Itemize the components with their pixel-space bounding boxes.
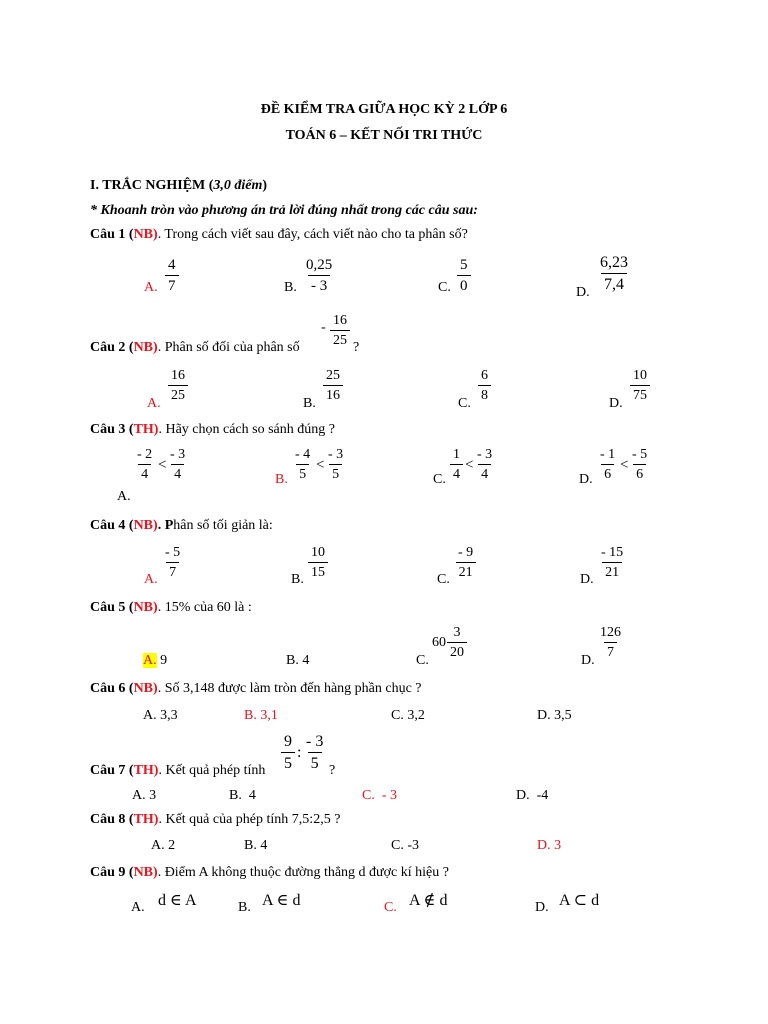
division-sign: : xyxy=(297,744,302,761)
less-than-sign: < xyxy=(158,457,167,473)
q5-option-c-letter: C. xyxy=(416,653,429,668)
q7-option-a-letter: A. xyxy=(132,788,146,803)
q4-text: hân số tối giản là: xyxy=(173,518,273,533)
q6-text: . Số 3,148 được làm tròn đến hàng phần chục ? xyxy=(157,681,422,696)
q1-option-a-fraction xyxy=(165,258,179,294)
q6-option-d xyxy=(537,709,572,723)
fraction-numerator: - 2 xyxy=(137,447,153,462)
q6-option-a-value: 3,3 xyxy=(160,708,178,723)
fraction-numerator: - 3 xyxy=(477,447,493,462)
q6-option-a xyxy=(143,709,178,723)
less-than-sign: < xyxy=(465,457,474,473)
q4-option-d-fraction xyxy=(598,546,626,580)
q7-tail: ? xyxy=(329,763,336,778)
q1-option-c-fraction xyxy=(457,258,471,294)
q8-label: Câu 8 ( xyxy=(90,812,134,827)
section-heading-prefix: I. TRẮC NGHIỆM ( xyxy=(90,178,214,193)
less-than-sign: < xyxy=(620,457,629,473)
q5-option-d-letter: D. xyxy=(581,653,595,668)
fraction-denominator: 7,4 xyxy=(601,273,627,293)
q9-option-d-letter: D. xyxy=(535,900,549,915)
section-heading-points: 3,0 điểm xyxy=(213,178,263,193)
q8-option-d-letter: D. xyxy=(537,838,551,853)
fraction-denominator: 5 xyxy=(329,464,342,482)
q4-option-b-fraction xyxy=(308,546,328,580)
q2-text: . Phân số đối của phân số xyxy=(157,340,300,355)
fraction-denominator: 21 xyxy=(602,562,622,580)
fraction-denominator: 7 xyxy=(166,562,179,580)
q1-option-d-letter: D. xyxy=(576,285,590,300)
q7-option-d xyxy=(516,789,548,803)
q9-option-a-letter: A. xyxy=(131,900,145,915)
fraction-numerator: 3 xyxy=(453,625,461,640)
fraction-numerator: 6 xyxy=(481,368,488,383)
fraction-denominator: 5 xyxy=(308,752,322,772)
q1-option-b-fraction xyxy=(303,258,335,294)
q8-level: TH) xyxy=(133,812,159,827)
fraction-numerator: 4 xyxy=(168,257,176,273)
q3-option-a-right-fraction xyxy=(167,448,188,482)
q6-label: Câu 6 ( xyxy=(90,681,134,696)
q9-label: Câu 9 ( xyxy=(90,865,134,880)
document-subtitle: TOÁN 6 – KẾT NỐI TRI THỨC xyxy=(285,128,483,143)
q2-option-b-fraction xyxy=(323,369,343,403)
q2-option-a-letter: A. xyxy=(147,396,161,411)
question-7 xyxy=(90,764,265,778)
fraction-denominator: 25 xyxy=(330,330,350,348)
fraction-numerator: 1 xyxy=(453,447,460,462)
q5-option-b xyxy=(286,654,309,668)
q6-option-b xyxy=(244,709,278,723)
question-3 xyxy=(90,423,335,437)
fraction-numerator: 10 xyxy=(311,545,325,560)
q2-option-d-fraction xyxy=(630,369,650,403)
q8-option-a-value: 2 xyxy=(168,838,176,853)
fraction-denominator: 16 xyxy=(323,385,343,403)
fraction-numerator: - 1 xyxy=(600,447,616,462)
q2-option-b-letter: B. xyxy=(303,396,316,411)
q5-option-a xyxy=(143,654,167,668)
q3-level: TH) xyxy=(133,422,159,437)
q7-label: Câu 7 ( xyxy=(90,763,134,778)
fraction-denominator: 4 xyxy=(450,464,463,482)
question-4 xyxy=(90,519,273,533)
q1-option-d-fraction xyxy=(597,255,631,293)
q7-option-d-letter: D. xyxy=(516,788,530,803)
q9-option-b-letter: B. xyxy=(238,900,251,915)
fraction-numerator: - 15 xyxy=(601,545,624,560)
q3-option-c-left-fraction xyxy=(450,448,463,482)
q7-option-a-value: 3 xyxy=(149,788,157,803)
fraction-denominator: 5 xyxy=(296,464,309,482)
q8-option-b xyxy=(244,839,267,853)
q1-label: Câu 1 ( xyxy=(90,227,134,242)
fraction-numerator: 25 xyxy=(326,368,340,383)
q8-option-b-value: 4 xyxy=(260,838,268,853)
fraction-numerator: 16 xyxy=(333,313,347,328)
q6-option-d-letter: D. xyxy=(537,708,551,723)
q7-level: TH) xyxy=(133,763,159,778)
q6-option-c xyxy=(391,709,425,723)
fraction-numerator: 16 xyxy=(171,368,185,383)
q3-option-b-right-fraction xyxy=(325,448,346,482)
q4-label: Câu 4 ( xyxy=(90,518,134,533)
fraction-numerator: - 4 xyxy=(295,447,311,462)
q4-option-c-letter: C. xyxy=(437,572,450,587)
fraction-denominator: 25 xyxy=(168,385,188,403)
q1-option-c-letter: C. xyxy=(438,280,451,295)
fraction-denominator: 20 xyxy=(447,642,467,660)
q5-option-b-letter: B. xyxy=(286,653,299,668)
q5-level: NB) xyxy=(133,600,158,615)
q2-fraction-sign: - xyxy=(321,320,326,335)
fraction-numerator: 126 xyxy=(600,625,621,640)
q6-option-c-value: 3,2 xyxy=(407,708,425,723)
q3-option-d-left-fraction xyxy=(597,448,618,482)
q3-option-b-letter: B. xyxy=(275,472,288,487)
q1-option-b-letter: B. xyxy=(284,280,297,295)
section-heading xyxy=(90,179,267,193)
question-6 xyxy=(90,682,422,696)
question-5 xyxy=(90,601,252,615)
q5-option-a-letter: A. xyxy=(143,653,157,668)
q2-option-a-fraction xyxy=(168,369,188,403)
q6-option-a-letter: A. xyxy=(143,708,157,723)
fraction-numerator: 5 xyxy=(460,257,468,273)
q4-level: NB) xyxy=(133,518,158,533)
q3-option-d-letter: D. xyxy=(579,472,593,487)
q6-option-b-value: 3,1 xyxy=(260,708,278,723)
q7-option-b-letter: B. xyxy=(229,788,242,803)
q6-option-b-letter: B. xyxy=(244,708,257,723)
document-title: ĐỀ KIỂM TRA GIỮA HỌC KỲ 2 LỚP 6 xyxy=(260,102,508,117)
q7-option-b-value: 4 xyxy=(248,788,256,803)
q3-text: . Hãy chọn cách so sánh đúng ? xyxy=(158,422,335,437)
q3-label: Câu 3 ( xyxy=(90,422,134,437)
fraction-denominator: 7 xyxy=(165,275,179,294)
fraction-numerator: - 3 xyxy=(328,447,344,462)
fraction-denominator: 4 xyxy=(138,464,151,482)
q2-fraction xyxy=(330,314,350,348)
q8-option-c-value: -3 xyxy=(407,838,420,853)
q9-option-c-expr: A ∉ d xyxy=(409,892,448,909)
question-1 xyxy=(90,228,468,242)
fraction-denominator: 6 xyxy=(601,464,614,482)
q8-option-d-value: 3 xyxy=(554,838,562,853)
q4-option-c-fraction xyxy=(455,546,476,580)
q4-option-d-letter: D. xyxy=(580,572,594,587)
q9-option-d-expr: A ⊂ d xyxy=(559,892,600,909)
q2-option-c-letter: C. xyxy=(458,396,471,411)
fraction-denominator: 21 xyxy=(456,562,476,580)
q5-option-a-value: 9 xyxy=(160,653,168,668)
fraction-denominator: 8 xyxy=(478,385,491,403)
q8-text: . Kết quả của phép tính 7,5:2,5 ? xyxy=(158,812,341,827)
q4-option-a-letter: A. xyxy=(144,572,158,587)
fraction-denominator: - 3 xyxy=(308,275,330,294)
fraction-numerator: - 5 xyxy=(165,545,181,560)
q7-option-b xyxy=(229,789,256,803)
q2-tail: ? xyxy=(353,340,360,355)
fraction-numerator: 10 xyxy=(633,368,647,383)
fraction-denominator: 4 xyxy=(478,464,491,482)
q8-option-a-letter: A. xyxy=(151,838,165,853)
q9-option-a-expr: d ∈ A xyxy=(158,892,197,909)
q3-option-b-left-fraction xyxy=(292,448,313,482)
q7-option-a xyxy=(132,789,156,803)
q1-level: NB) xyxy=(133,227,158,242)
q2-label: Câu 2 ( xyxy=(90,340,134,355)
fraction-denominator: 6 xyxy=(633,464,646,482)
q6-option-d-value: 3,5 xyxy=(554,708,572,723)
q9-level: NB) xyxy=(133,865,158,880)
fraction-denominator: 0 xyxy=(457,275,471,294)
q4-text-bold: . P xyxy=(157,518,174,533)
q7-option-c-value: - 3 xyxy=(381,788,398,803)
q1-text: . Trong cách viết sau đây, cách viết nào cho ta phân số? xyxy=(157,227,468,242)
fraction-numerator: - 9 xyxy=(458,545,474,560)
q5-option-c-whole: 60 xyxy=(432,635,446,650)
q2-option-d-letter: D. xyxy=(609,396,623,411)
q4-option-b-letter: B. xyxy=(291,572,304,587)
question-9 xyxy=(90,866,449,880)
q4-option-a-fraction xyxy=(162,546,183,580)
q7-left-fraction xyxy=(281,734,295,772)
q7-right-fraction xyxy=(303,734,326,772)
fraction-numerator: - 3 xyxy=(170,447,186,462)
fraction-denominator: 75 xyxy=(630,385,650,403)
q3-option-a-left-fraction xyxy=(134,448,155,482)
q8-option-a xyxy=(151,839,175,853)
q3-option-c-letter: C. xyxy=(433,472,446,487)
q7-text: . Kết quả phép tính xyxy=(158,763,266,778)
q5-option-d-fraction xyxy=(597,626,624,660)
q3-option-c-right-fraction xyxy=(474,448,495,482)
q5-text: . 15% của 60 là : xyxy=(157,600,252,615)
fraction-numerator: 0,25 xyxy=(306,257,333,273)
question-8 xyxy=(90,813,340,827)
q8-option-d xyxy=(537,839,561,853)
fraction-numerator: - 5 xyxy=(632,447,648,462)
q8-option-b-letter: B. xyxy=(244,838,257,853)
q7-option-c xyxy=(362,789,397,803)
q8-option-c xyxy=(391,839,419,853)
q2-level: NB) xyxy=(133,340,158,355)
q9-option-b-expr: A ∈ d xyxy=(262,892,301,909)
fraction-denominator: 15 xyxy=(308,562,328,580)
less-than-sign: < xyxy=(316,457,325,473)
q3-option-d-right-fraction xyxy=(629,448,650,482)
fraction-denominator: 5 xyxy=(281,752,295,772)
section-instruction: * Khoanh tròn vào phương án trả lời đúng nhất trong các câu sau: xyxy=(90,203,478,218)
fraction-numerator: - 3 xyxy=(306,733,324,750)
q9-option-c-letter: C. xyxy=(384,900,397,915)
q6-option-c-letter: C. xyxy=(391,708,404,723)
q6-level: NB) xyxy=(133,681,158,696)
q7-option-d-value: -4 xyxy=(536,788,549,803)
q2-option-c-fraction xyxy=(478,369,491,403)
q5-option-b-value: 4 xyxy=(302,653,310,668)
question-2 xyxy=(90,341,300,355)
section-heading-suffix: ) xyxy=(262,178,268,193)
q1-option-a-letter: A. xyxy=(144,280,158,295)
fraction-denominator: 4 xyxy=(171,464,184,482)
q7-option-c-letter: C. xyxy=(362,788,375,803)
q8-option-c-letter: C. xyxy=(391,838,404,853)
fraction-denominator: 7 xyxy=(604,642,617,660)
fraction-numerator: 6,23 xyxy=(600,254,628,271)
fraction-numerator: 9 xyxy=(284,733,292,750)
q9-text: . Điểm A không thuộc đường thẳng d được kí hiệu ? xyxy=(157,865,449,880)
q5-option-c-fraction xyxy=(447,626,467,660)
q3-option-a-letter: A. xyxy=(117,489,131,504)
q5-label: Câu 5 ( xyxy=(90,600,134,615)
